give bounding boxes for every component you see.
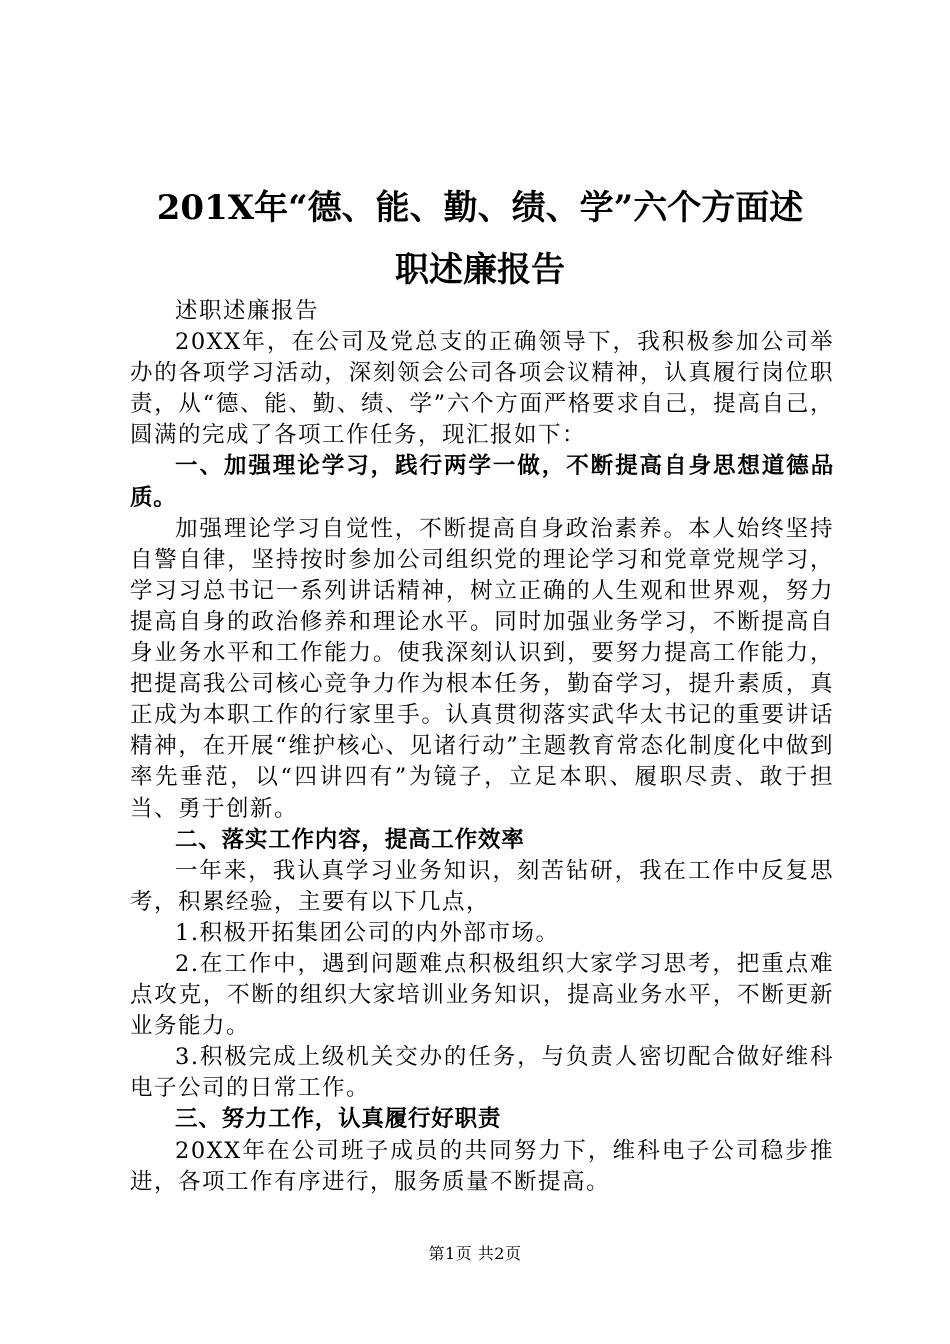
paragraph-section-2: 一年来，我认真学习业务知识，刻苦钻研，我在工作中反复思考，积累经验，主要有以下几点，: [130, 857, 834, 915]
document-title-line-1: 201X年“德、能、勤、绩、学”六个方面述: [156, 188, 804, 228]
section-heading-3: 三、努力工作，认真履行好职责: [175, 1106, 502, 1133]
list-item-3: 3.积极完成上级机关交办的任务，与负责人密切配合做好维科电子公司的日常工作。: [130, 1044, 834, 1102]
paragraph-intro: 20XX年，在公司及党总支的正确领导下，我积极参加公司举办的各项学习活动，深刻领会公司各项会议精神，认真履行岗位职责，从“德、能、勤、绩、学”六个方面严格要求自己，提高自己，圆满的完成了各项工作任务，现汇报如下：: [130, 329, 834, 449]
paragraph-subtitle: 述职述廉报告: [175, 298, 320, 324]
section-heading-2: 二、落实工作内容，提高工作效率: [175, 826, 525, 853]
list-item-2: 2.在工作中，遇到问题难点积极组织大家学习思考，把重点难点攻克，不断的组织大家培训业务知识，提高业务水平，不断更新业务能力。: [130, 950, 834, 1040]
paragraph-section-1: 加强理论学习自觉性，不断提高自身政治素养。本人始终坚持自警自律，坚持按时参加公司组织党的理论学习和党章党规学习，学习习总书记一系列讲话精神，树立正确的人生观和世界观，努力提高自身的政治修养和理论水平。同时加强业务学习，不断提高自身业务水平和工作能力。使我深刻认识到，要努力提高工作能力，把提高我公司核心竞争力作为根本任务，勤奋学习，提升素质，真正成为本职工作的行家里手。认真贯彻落实武华太书记的重要讲话精神，在开展“维护核心、见诸行动”主题教育常态化制度化中做到率先垂范，以“四讲四有”为镜子，立足本职、履职尽责、敢于担当、勇于创新。: [130, 515, 834, 822]
list-item-1: 1.积极开拓集团公司的内外部市场。: [175, 919, 560, 946]
paragraph-section-3: 20XX年在公司班子成员的共同努力下，维科电子公司稳步推进，各项工作有序进行，服务质量不断提高。: [130, 1137, 834, 1195]
document-title-line-2: 职述廉报告: [395, 250, 565, 290]
page-footer: 第1页 共2页: [428, 1244, 522, 1263]
section-heading-1: 一、加强理论学习，践行两学一做，不断提高自身思想道德品质。: [130, 453, 834, 511]
document-body: [130, 296, 834, 1198]
